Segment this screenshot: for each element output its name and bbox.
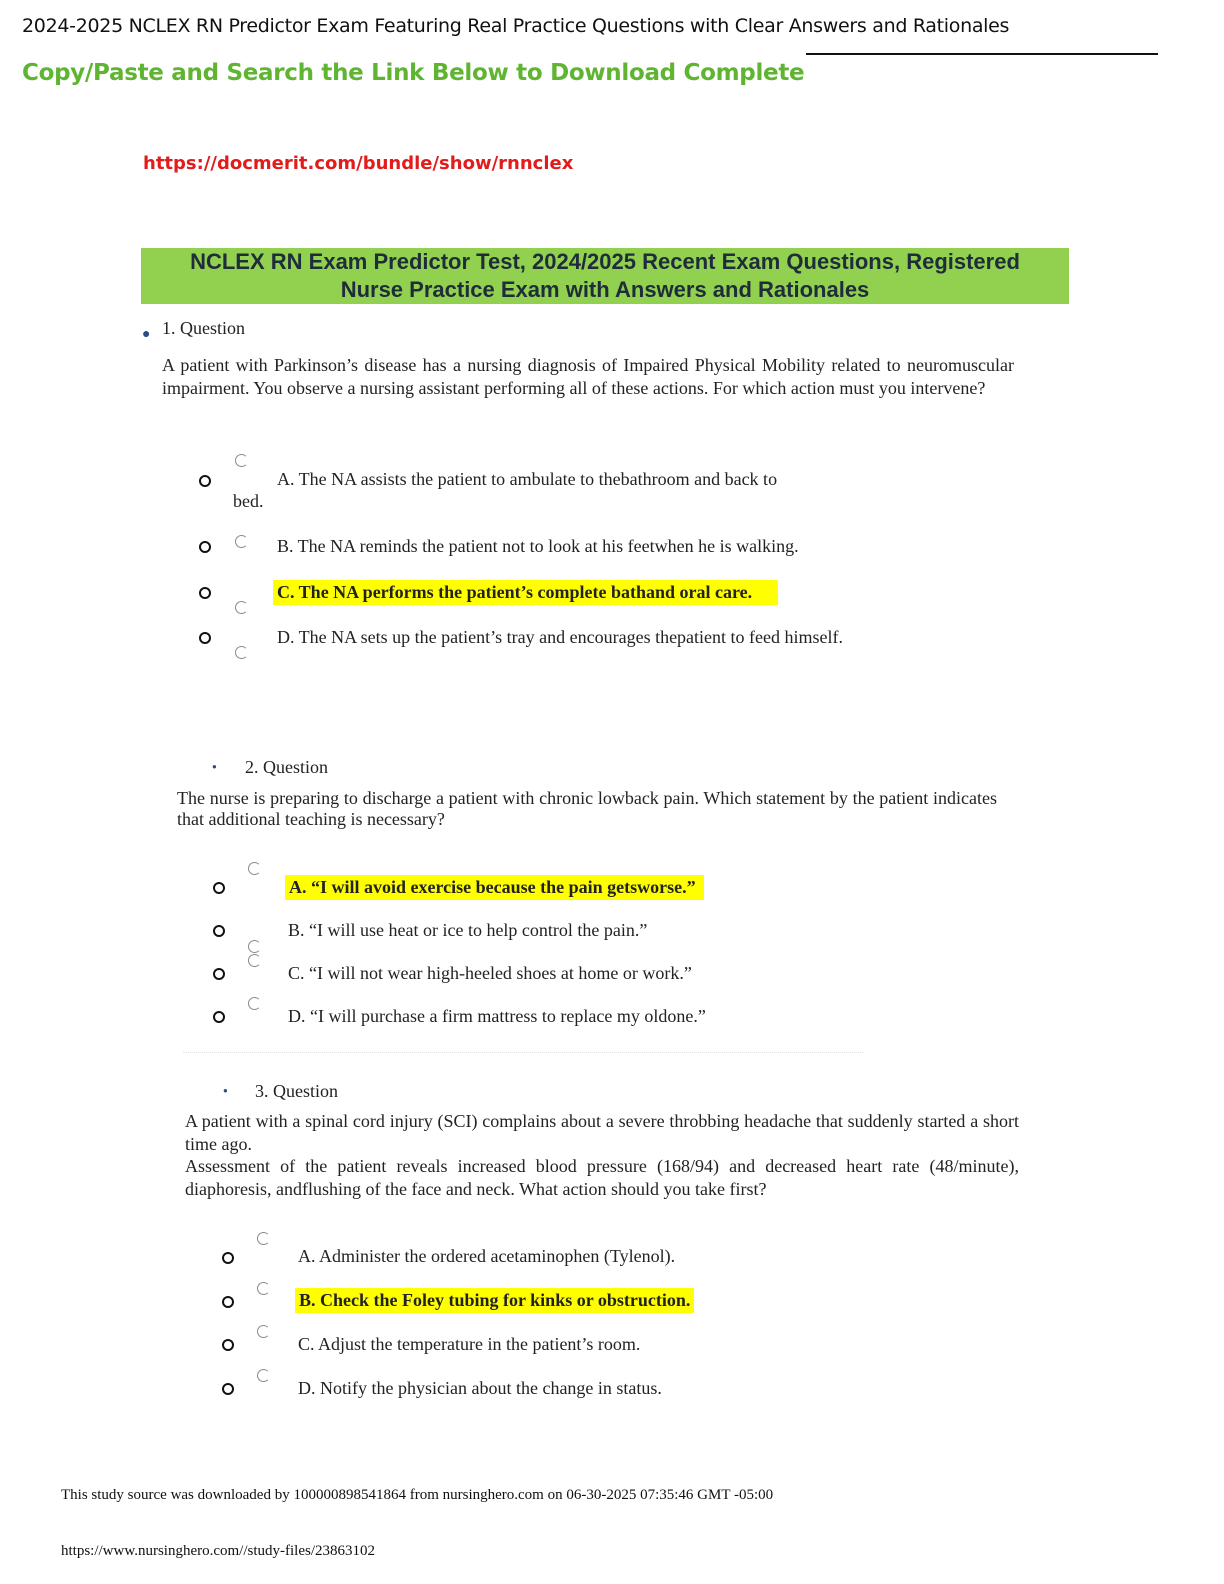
option-a-correct: A. “I will avoid exercise because the pain getsworse.” — [285, 875, 704, 900]
option-d: D. The NA sets up the patient’s tray and encourages thepatient to feed himself. — [277, 627, 844, 647]
radio-icon[interactable] — [235, 601, 248, 614]
radio-icon[interactable] — [235, 646, 248, 659]
bullet-dot-icon: ● — [223, 1086, 228, 1095]
radio-icon[interactable] — [248, 954, 261, 967]
radio-icon[interactable] — [235, 454, 248, 467]
question-text: The nurse is preparing to discharge a patient with chronic lowback pain. Which statement by the patient indicates that additional teaching is necessary? — [177, 788, 997, 829]
radio-icon[interactable] — [248, 940, 261, 953]
radio-icon[interactable] — [248, 862, 261, 875]
option-a-continuation: bed. — [233, 491, 264, 511]
option-c: C. “I will not wear high-heeled shoes at home or work.” — [288, 963, 692, 983]
option-b-correct: B. Check the Foley tubing for kinks or obstruction. — [295, 1288, 694, 1313]
title-rule — [806, 53, 1158, 55]
bullet-dot-icon: ● — [142, 327, 151, 342]
radio-icon[interactable] — [257, 1232, 270, 1245]
radio-icon[interactable] — [248, 997, 261, 1010]
option-d: D. “I will purchase a firm mattress to replace my oldone.” — [288, 1006, 706, 1026]
question-heading: 3. Question — [255, 1081, 338, 1101]
copy-paste-instruction: Copy/Paste and Search the Link Below to Download Complete — [22, 60, 805, 86]
list-bullet-icon — [213, 1011, 225, 1023]
download-source-notice: This study source was downloaded by 100000898541864 from nursinghero.com on 06-30-2025 07:35:46 GMT -05:00 — [61, 1487, 774, 1503]
option-a: A. The NA assists the patient to ambulate to thebathroom and back to — [277, 469, 778, 489]
option-c: C. Adjust the temperature in the patient’s room. — [298, 1334, 641, 1354]
question-text: A patient with a spinal cord injury (SCI) complains about a severe throbbing headache that suddenly started a short time ago. — [185, 1111, 1019, 1154]
question-heading: 1. Question — [162, 318, 245, 338]
study-file-url[interactable]: https://www.nursinghero.com//study-files/23863102 — [61, 1543, 376, 1559]
radio-icon[interactable] — [257, 1369, 270, 1382]
list-bullet-icon — [213, 925, 225, 937]
list-bullet-icon — [199, 632, 211, 644]
radio-icon[interactable] — [257, 1325, 270, 1338]
radio-icon[interactable] — [235, 535, 248, 548]
document-title: 2024-2025 NCLEX RN Predictor Exam Featuring Real Practice Questions with Clear Answers and Rationales — [22, 15, 1010, 37]
question-text: A patient with Parkinson’s disease has a nursing diagnosis of Impaired Physical Mobility related to neuromuscular impairment. You observe a nursing assistant performing all of these actions. For which action must you intervene? — [162, 355, 1014, 398]
bullet-dot-icon: ● — [212, 762, 217, 771]
option-b: B. The NA reminds the patient not to look at his feetwhen he is walking. — [277, 536, 799, 556]
list-bullet-icon — [213, 968, 225, 980]
list-bullet-icon — [213, 882, 225, 894]
list-bullet-icon — [199, 475, 211, 487]
radio-icon[interactable] — [257, 1282, 270, 1295]
divider — [183, 1052, 863, 1054]
list-bullet-icon — [199, 541, 211, 553]
banner-line-2: Nurse Practice Exam with Answers and Rationales — [340, 277, 870, 302]
list-bullet-icon — [222, 1339, 234, 1351]
list-bullet-icon — [222, 1383, 234, 1395]
option-a: A. Administer the ordered acetaminophen (Tylenol). — [298, 1246, 676, 1266]
question-text-continued: Assessment of the patient reveals increased blood pressure (168/94) and decreased heart rate (48/minute), diaphoresis, andflushing of the face and neck. What action should you take first? — [185, 1156, 1019, 1199]
list-bullet-icon — [222, 1296, 234, 1308]
list-bullet-icon — [222, 1252, 234, 1264]
option-d: D. Notify the physician about the change in status. — [298, 1378, 662, 1398]
list-bullet-icon — [199, 587, 211, 599]
banner-line-1: NCLEX RN Exam Predictor Test, 2024/2025 Recent Exam Questions, Registered — [190, 249, 1020, 274]
question-heading: 2. Question — [245, 757, 328, 777]
exam-title-banner — [141, 248, 1069, 304]
option-c-correct: C. The NA performs the patient’s complete bathand oral care. — [273, 580, 778, 605]
option-b: B. “I will use heat or ice to help control the pain.” — [288, 920, 648, 940]
download-link[interactable]: https://docmerit.com/bundle/show/rnnclex — [143, 153, 574, 174]
